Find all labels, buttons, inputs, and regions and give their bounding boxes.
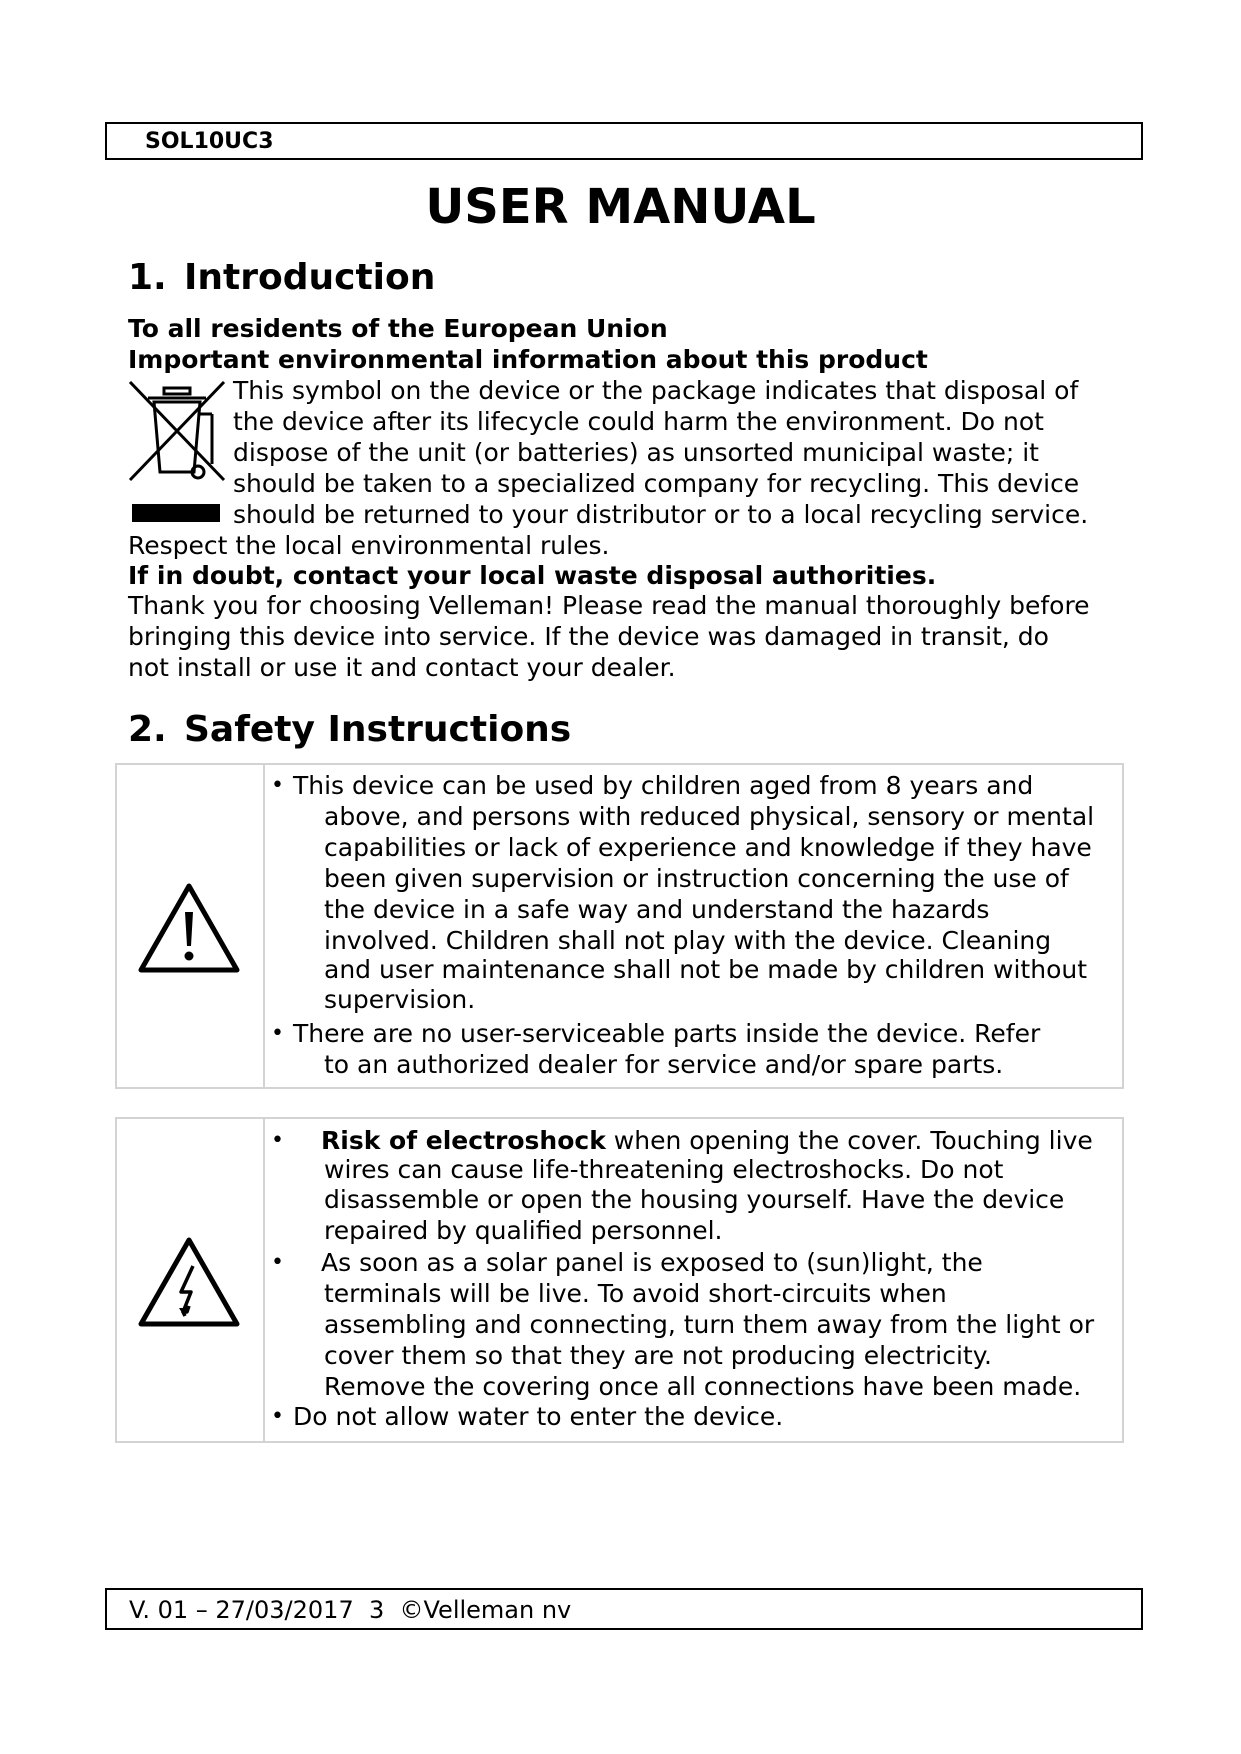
bullet-line: disassemble or open the housing yourself. Have the device (324, 1185, 1065, 1214)
env-info-line: Important environmental information about this product (128, 345, 928, 374)
section-1-heading (128, 256, 435, 300)
list-item (263, 770, 1122, 1018)
bullet-dot: • (271, 1250, 284, 1275)
risk-electroshock-bold: Risk of electroshock (321, 1126, 606, 1155)
bullet-first-line: As soon as a solar panel is exposed to (sun)light, the (321, 1248, 983, 1277)
safety-icon-cell (117, 765, 265, 1087)
thanks-line: Thank you for choosing Velleman! Please read the manual thoroughly before (128, 591, 1090, 620)
list-item (263, 1247, 1122, 1401)
bullet-continuation (324, 1278, 1112, 1402)
list-item (263, 1018, 1122, 1080)
section-2-title: Safety Instructions (184, 709, 572, 750)
safety-icon-cell (117, 1119, 265, 1441)
bullet-line: supervision. (324, 985, 476, 1014)
weee-text-line: should be taken to a specialized company for recycling. This device (233, 469, 1080, 498)
warning-exclamation-icon (137, 882, 241, 974)
page-title: USER MANUAL (425, 179, 816, 235)
weee-text (233, 375, 1088, 530)
thanks-line: bringing this device into service. If the device was damaged in transit, do (128, 622, 1049, 651)
safety-box-electrical (115, 1117, 1124, 1443)
header-box (105, 122, 1143, 160)
thanks-paragraph (128, 590, 1090, 683)
bullet-line: cover them so that they are not producing electricity. (324, 1341, 992, 1370)
bullet-line: and user maintenance shall not be made by children without (324, 955, 1088, 984)
doubt-contact-line: If in doubt, contact your local waste disposal authorities. (128, 561, 937, 590)
bullet-line: Remove the covering once all connections have been made. (324, 1372, 1082, 1401)
section-1-number: 1. (128, 257, 167, 298)
electric-shock-icon (137, 1236, 241, 1328)
weee-text-line: This symbol on the device or the package indicates that disposal of (233, 376, 1079, 405)
section-1-title: Introduction (184, 257, 436, 298)
footer-version: V. 01 – 27/03/2017 3 ©Velleman nv (129, 1596, 572, 1624)
bullet-line: been given supervision or instruction concerning the use of (324, 864, 1069, 893)
bullet-first-line: Do not allow water to enter the device. (293, 1402, 784, 1431)
bullet-line: above, and persons with reduced physical, sensory or mental (324, 802, 1095, 831)
bullet-line: the device in a safe way and understand the hazards (324, 895, 990, 924)
weee-bin-icon (128, 380, 228, 528)
respect-rules-line: Respect the local environmental rules. (128, 531, 610, 560)
list-item (263, 1401, 1122, 1432)
bullet-first-line: There are no user-serviceable parts inside the device. Refer (293, 1019, 1041, 1048)
bullet-line: wires can cause life-threatening electroshocks. Do not (324, 1155, 1004, 1184)
list-item (263, 1125, 1122, 1245)
footer-box (105, 1588, 1143, 1630)
bullet-line: terminals will be live. To avoid short-circuits when (324, 1279, 947, 1308)
bullet-line: to an authorized dealer for service and/or spare parts. (324, 1050, 1004, 1079)
bullet-line: involved. Children shall not play with the device. Cleaning (324, 926, 1052, 955)
bullet-line: repaired by qualified personnel. (324, 1216, 723, 1245)
bullet-line: capabilities or lack of experience and knowledge if they have (324, 833, 1092, 862)
bullet-dot: • (271, 1128, 284, 1153)
bullet-dot: • (271, 1404, 284, 1429)
bullet-continuation (324, 1049, 1112, 1080)
bullet-continuation (324, 1156, 1112, 1246)
weee-text-line: the device after its lifecycle could harm the environment. Do not (233, 407, 1044, 436)
section-2-number: 2. (128, 709, 167, 750)
section-2-heading (128, 708, 571, 752)
bullet-continuation (324, 801, 1112, 1015)
weee-text-line: should be returned to your distributor or to a local recycling service. (233, 500, 1089, 529)
bullet-first-line (321, 1125, 1093, 1156)
bullet-line: assembling and connecting, turn them away from the light or (324, 1310, 1095, 1339)
thanks-line: not install or use it and contact your dealer. (128, 653, 676, 682)
bullet-first-line: This device can be used by children aged from 8 years and (293, 771, 1034, 800)
model-code: SOL10UC3 (145, 129, 274, 154)
eu-residents-line: To all residents of the European Union (128, 314, 668, 343)
safety-box-general (115, 763, 1124, 1089)
weee-text-line: dispose of the unit (or batteries) as unsorted municipal waste; it (233, 438, 1039, 467)
bullet-dot: • (271, 1021, 284, 1046)
bullet-dot: • (271, 773, 284, 798)
bullet-first-line-rest: when opening the cover. Touching live (605, 1126, 1093, 1155)
